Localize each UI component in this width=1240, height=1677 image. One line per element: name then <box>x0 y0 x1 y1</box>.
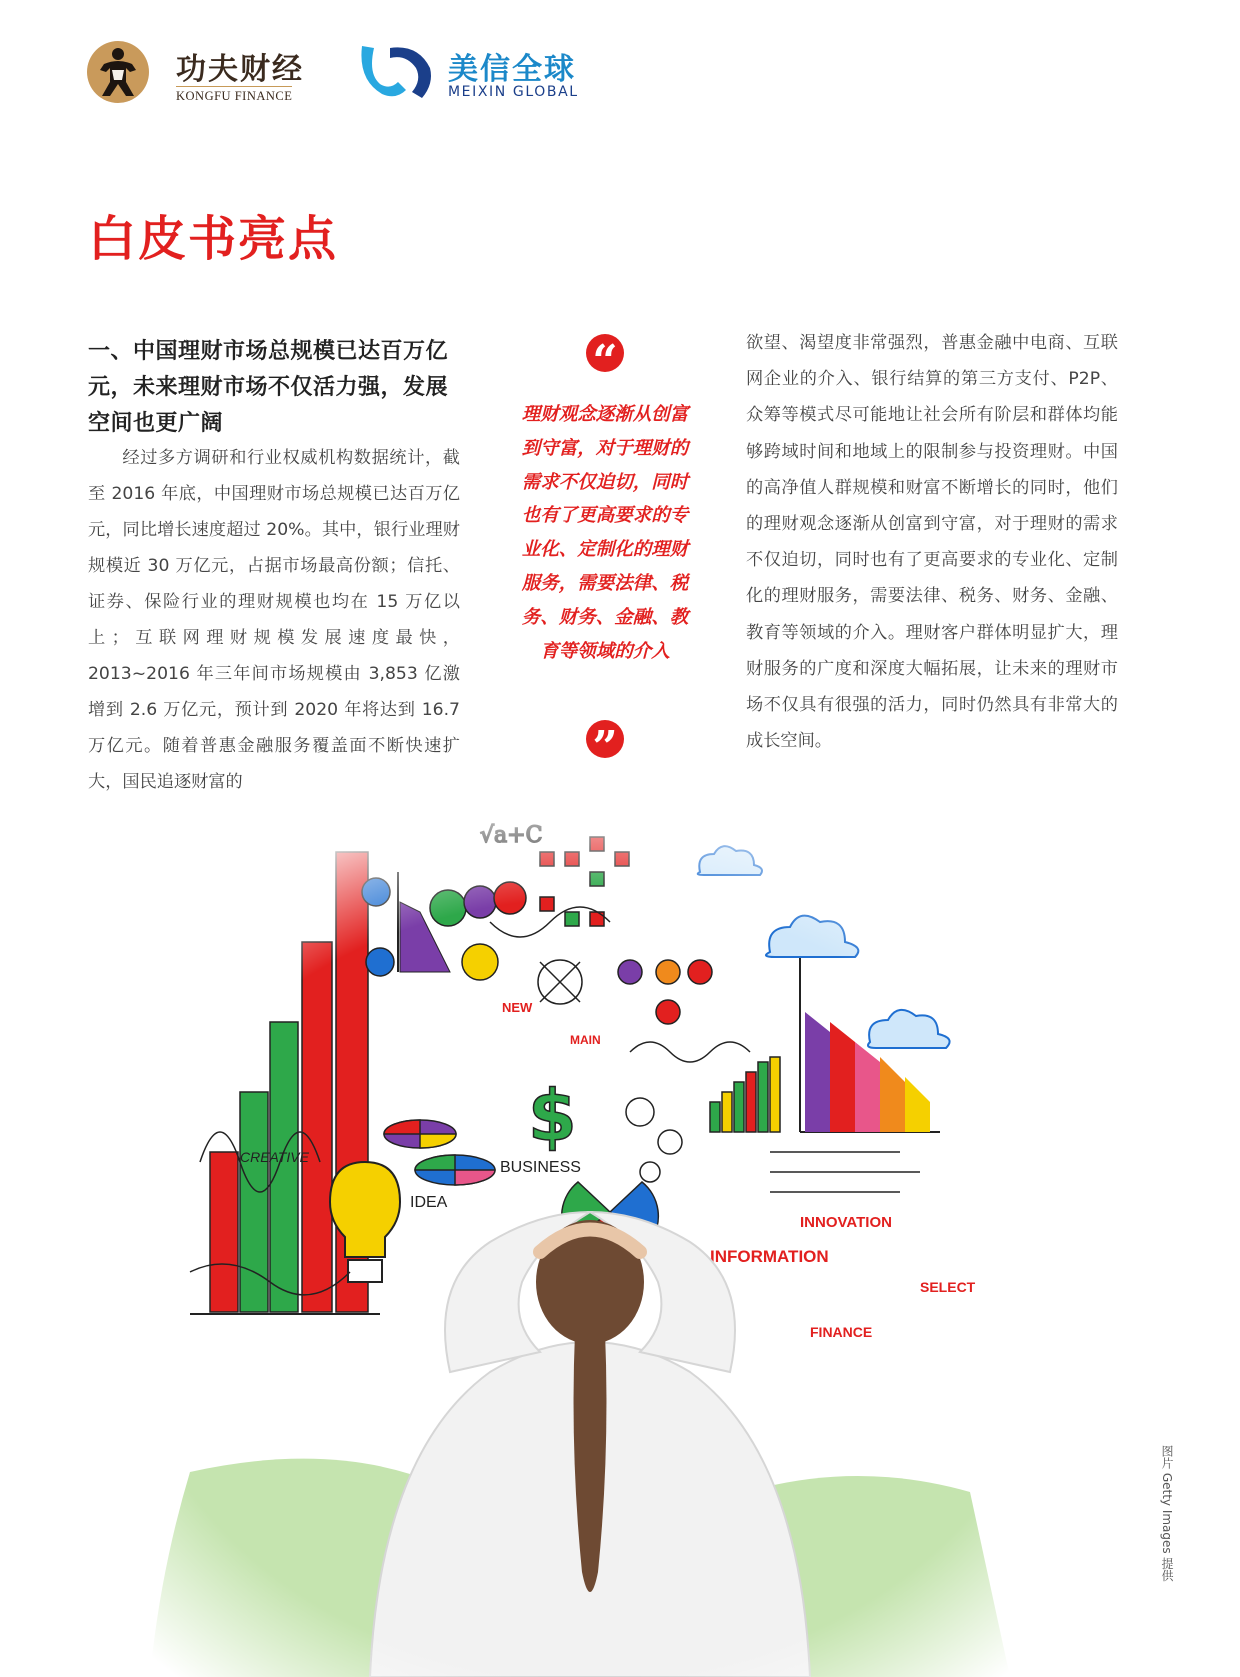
kongfu-logo-cn: 功夫财经 <box>176 52 304 87</box>
close-quote-icon: ” <box>586 720 624 758</box>
meixin-mark-icon <box>356 42 436 102</box>
section-heading: 一、中国理财市场总规模已达百万亿元，未来理财市场不仅活力强，发展空间也更广阔 <box>88 339 449 436</box>
pull-quote: 理财观念逐渐从创富到守富，对于理财的需求不仅迫切，同时也有了更高要求的专业化、定制化的理财服务，需要法律、税务、财务、金融、教育等领域的介入 <box>521 404 689 662</box>
meixin-logo-en: MEIXIN GLOBAL <box>448 84 579 100</box>
kongfu-emblem-icon <box>86 40 150 104</box>
illustration-svg <box>70 812 1110 1677</box>
meixin-global-logo <box>356 42 596 102</box>
kongfu-logo-en: KONGFU FINANCE <box>176 86 292 104</box>
kongfu-finance-logo <box>86 40 316 104</box>
business-doodle-illustration <box>70 812 1110 1677</box>
body-text-left: 经过多方调研和行业权威机构数据统计，截至 2016 年底，中国理财市场总规模已达百万亿元，同比增长速度超过 20%。其中，银行业理财规模近 30 万亿元，占据市场最高份额；信托、证券、保险行业的理财规模也均在 15 万亿以上；互联网理财规模发展速度最快，2013~2016 年三年间市场规模由 3,853 亿激增到 2.6 万亿元，预计到 2020 年将达到 16.7 万亿元。随着普惠金融服务覆盖面不断快速扩大，国民追逐财富的 <box>88 448 460 792</box>
photo-credit: 图片 Getty Images 提供 <box>1160 1445 1174 1582</box>
open-quote-icon: “ <box>586 334 624 372</box>
meixin-logo-cn: 美信全球 <box>448 52 576 87</box>
page-title: 白皮书亮点 <box>88 211 339 267</box>
body-text-right: 欲望、渴望度非常强烈，普惠金融中电商、互联网企业的介入、银行结算的第三方支付、P2P、众筹等模式尽可能地让社会所有阶层和群体均能够跨域时间和地域上的限制参与投资理财。中国的高净值人群规模和财富不断增长的同时，他们的理财观念逐渐从创富到守富，对于理财的需求不仅迫切，同时也有了更高要求的专业化、定制化的理财服务，需要法律、税务、财务、金融、教育等领域的介入。理财客户群体明显扩大，理财服务的广度和深度大幅拓展，让未来的理财市场不仅具有很强的活力，同时仍然具有非常大的成长空间。 <box>746 333 1118 752</box>
